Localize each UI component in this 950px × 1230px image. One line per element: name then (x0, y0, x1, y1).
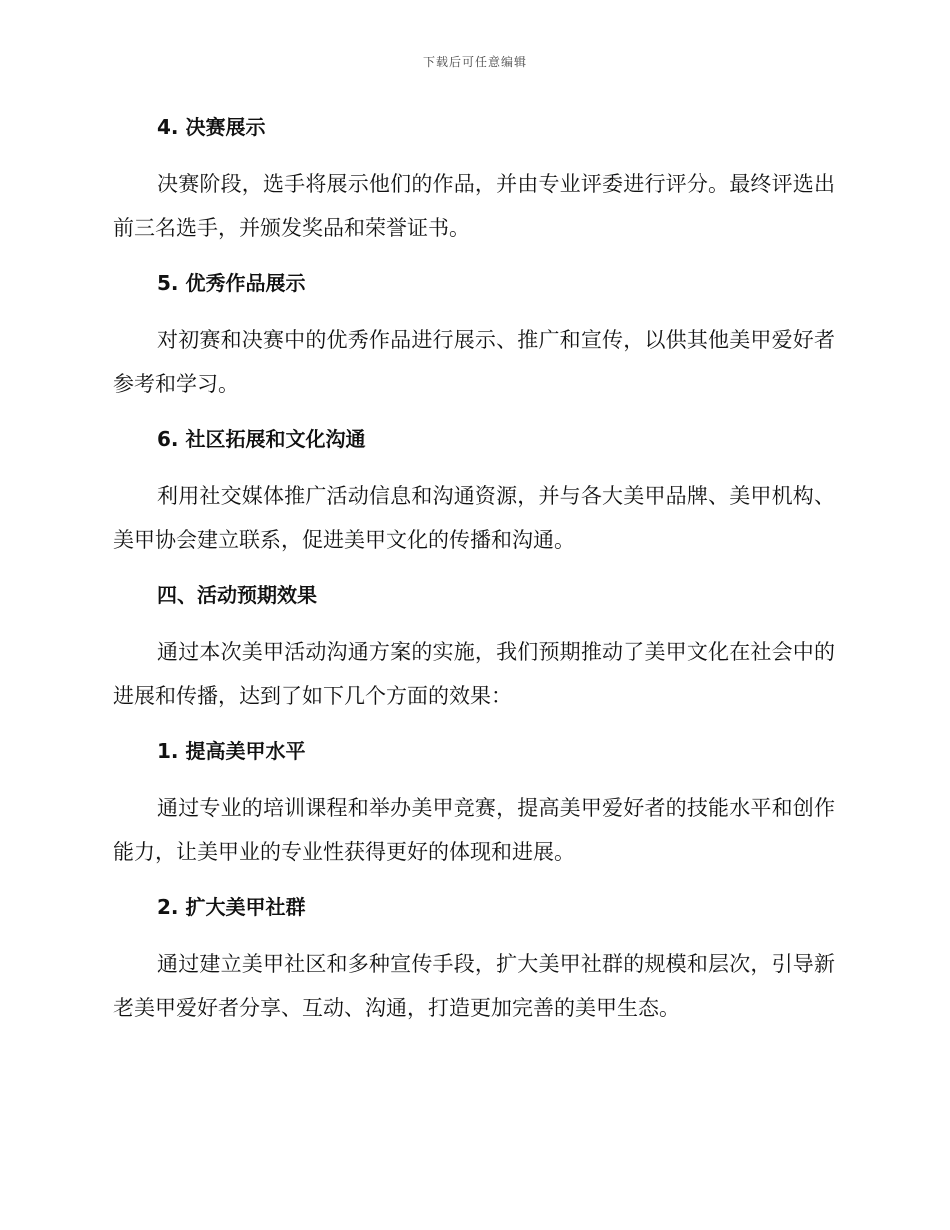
paragraph-final-showcase: 决赛阶段，选手将展示他们的作品，并由专业评委进行评分。最终评选出前三名选手，并颁发奖品和荣誉证书。 (113, 172, 835, 240)
paragraph-expected-effects: 通过本次美甲活动沟通方案的实施，我们预期推动了美甲文化在社会中的进展和传播，达到了如下几个方面的效果： (113, 640, 835, 708)
paragraph-expand-community: 通过建立美甲社区和多种宣传手段，扩大美甲社群的规模和层次，引导新老美甲爱好者分享、互动、沟通，打造更加完善的美甲生态。 (113, 952, 835, 1020)
section-heading-community-expansion: 6. 社区拓展和文化沟通 (157, 427, 366, 451)
section-heading-final-showcase: 4. 决赛展示 (157, 115, 266, 139)
section-heading-excellent-works: 5. 优秀作品展示 (157, 271, 306, 295)
header-note: 下载后可任意编辑 (422, 55, 527, 69)
section-heading-expected-effects: 四、活动预期效果 (157, 583, 317, 607)
document-body (113, 110, 835, 1046)
paragraph-community-expansion: 利用社交媒体推广活动信息和沟通资源，并与各大美甲品牌、美甲机构、美甲协会建立联系，促进美甲文化的传播和沟通。 (113, 484, 835, 552)
section-heading-improve-level: 1. 提高美甲水平 (157, 739, 306, 763)
section-heading-expand-community: 2. 扩大美甲社群 (157, 895, 306, 919)
paragraph-improve-level: 通过专业的培训课程和举办美甲竞赛，提高美甲爱好者的技能水平和创作能力，让美甲业的专业性获得更好的体现和进展。 (113, 796, 835, 864)
paragraph-excellent-works: 对初赛和决赛中的优秀作品进行展示、推广和宣传，以供其他美甲爱好者参考和学习。 (113, 328, 835, 396)
